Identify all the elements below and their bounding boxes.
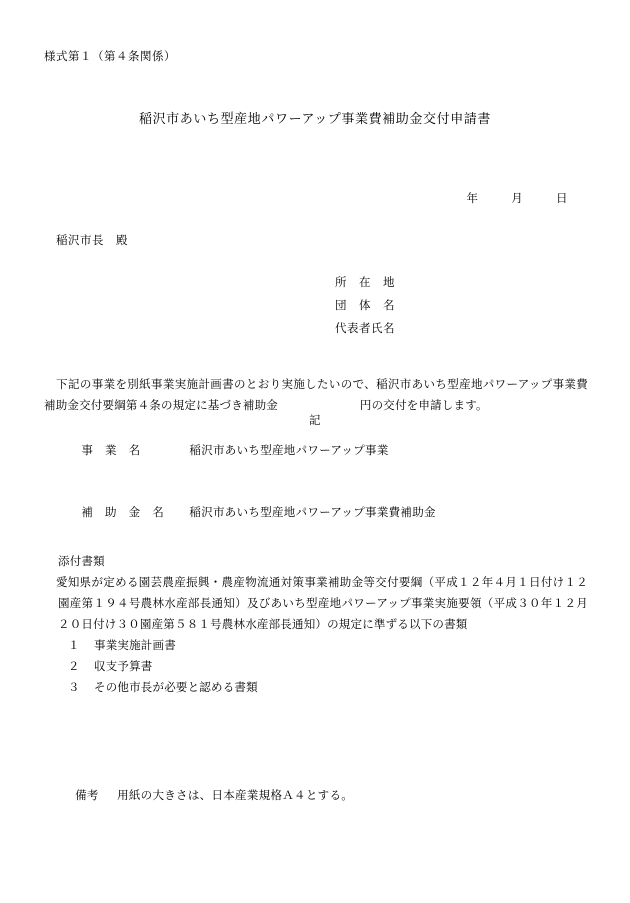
- body-paragraph-text: 下記の事業を別紙事業実施計画書のとおり実施したいので、稲沢市あいち型産地パワーアップ事業費補助金交付要綱第４条の規定に基づき補助金 円の交付を申請します。: [44, 379, 588, 412]
- date-month-label: 月: [511, 193, 524, 205]
- item-value-subsidy-name: 稲沢市あいち型産地パワーアップ事業費補助金: [189, 507, 436, 519]
- ki-label: 記: [309, 415, 321, 427]
- item-list: [56, 430, 596, 554]
- item-value-project-name: 稲沢市あいち型産地パワーアップ事業: [189, 445, 389, 457]
- note-text: 用紙の大きさは、日本産業規格Ａ４とする。: [117, 790, 354, 802]
- date-line: [0, 190, 630, 206]
- attachment-number-2: ２: [68, 661, 80, 673]
- applicant-field-address: 所 在 地: [335, 277, 395, 289]
- form-number: 様式第１（第４条関係）: [44, 51, 176, 63]
- item-key-subsidy-name: 補 助 金 名: [81, 507, 165, 519]
- applicant-field-organization: 団 体 名: [335, 300, 395, 312]
- list-item: [68, 636, 588, 657]
- attachment-text-1: 事業実施計画書: [94, 640, 176, 652]
- list-item: [56, 492, 596, 532]
- item-key-project-name: 事 業 名: [81, 445, 141, 457]
- note-section: [56, 775, 353, 815]
- attachments-description: 愛知県が定める園芸農産振興・農産物流通対策事業補助金等交付要綱（平成１２年４月１日付け１２園産第１９４号農林水産部長通知）及びあいち型産地パワーアップ事業実施要領（平成３０年１２月２０日付け３０園産第５８１号農林水産部長通知）の規定に準ずる以下の書類: [56, 577, 588, 631]
- attachments-heading: 添付書類: [58, 556, 105, 568]
- attachments-section: [44, 552, 588, 699]
- list-item: [68, 678, 588, 699]
- addressee: 稲沢市長 殿: [56, 235, 128, 247]
- attachment-text-2: 収支予算書: [94, 661, 153, 673]
- note-label: 備考: [75, 790, 99, 802]
- date-day-label: 日: [556, 193, 568, 205]
- list-item: [56, 430, 596, 470]
- date-year-label: 年: [466, 193, 479, 205]
- applicant-fields: [0, 272, 630, 341]
- attachment-number-1: １: [68, 640, 80, 652]
- attachments-list: [44, 636, 588, 699]
- body-paragraph: [44, 375, 588, 417]
- applicant-field-representative: 代表者氏名: [335, 323, 395, 335]
- attachment-number-3: ３: [68, 682, 80, 694]
- attachment-text-3: その他市長が必要と認める書類: [94, 682, 258, 694]
- list-item: [68, 657, 588, 678]
- page-title: 稲沢市あいち型産地パワーアップ事業費補助金交付申請書: [138, 111, 492, 126]
